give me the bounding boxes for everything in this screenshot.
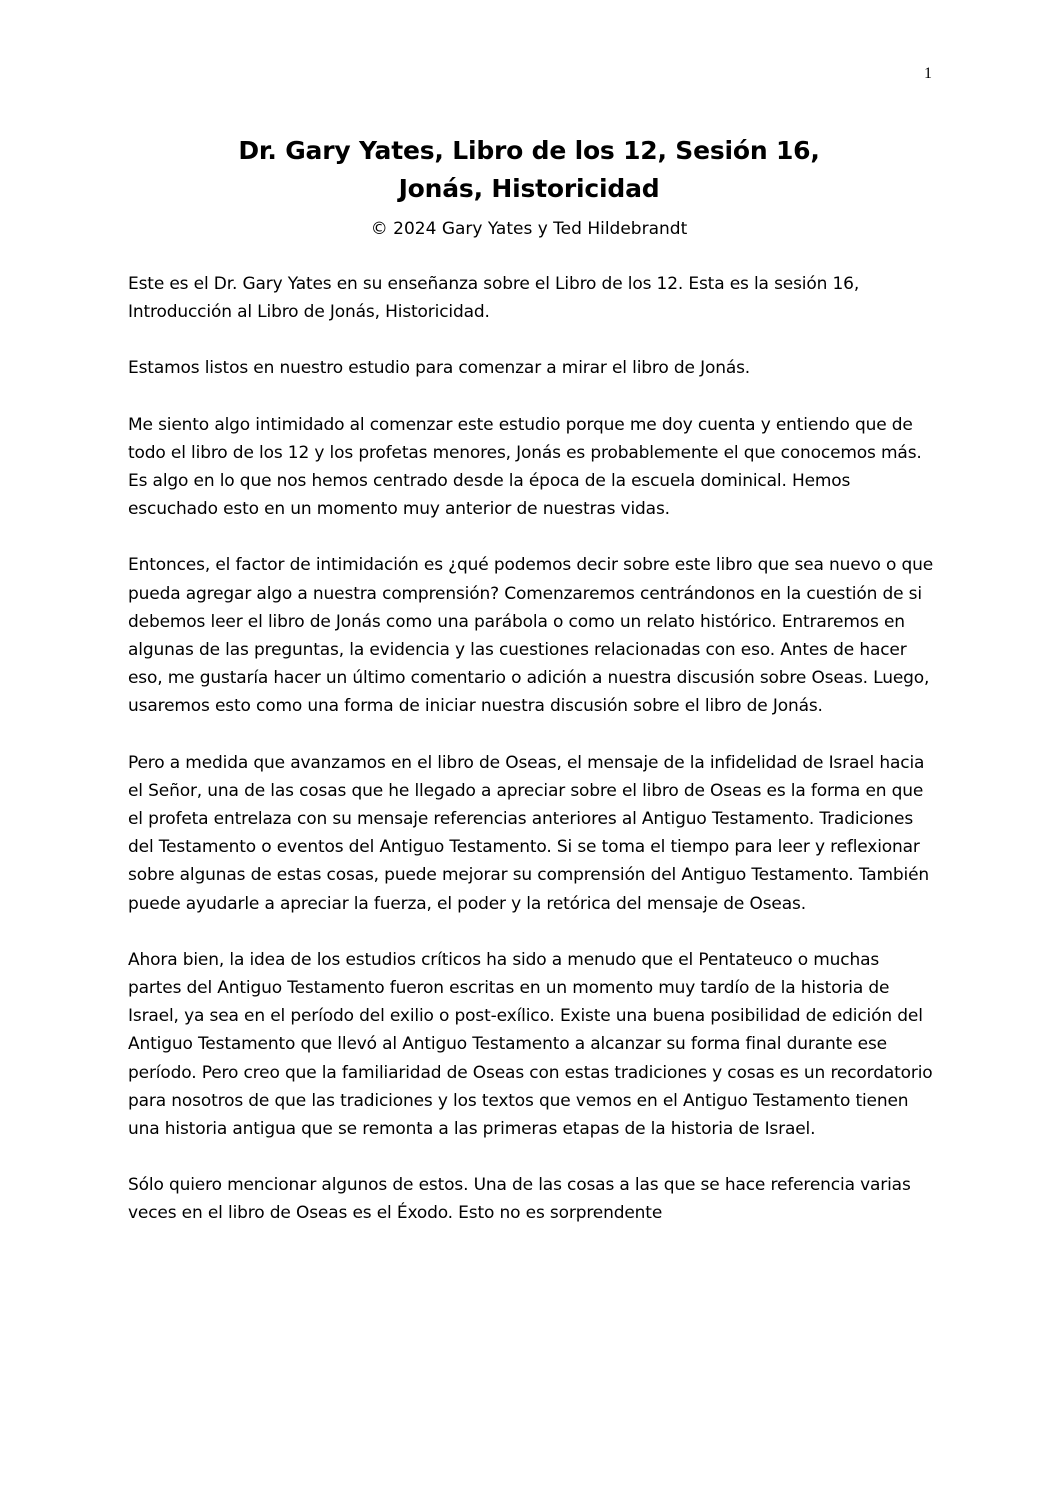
title-line-1: Dr. Gary Yates, Libro de los 12, Sesión 16, [238,136,820,165]
paragraph: Ahora bien, la idea de los estudios críticos ha sido a menudo que el Pentateuco o muchas partes del Antiguo Testamento fueron escritas en un momento muy tardío de la historia de Israel, ya sea en el período del exilio o post-exílico. Existe una buena posibilidad de edición del Antiguo Testamento que llevó al Antiguo Testamento a alcanzar su forma final durante ese período. Pero creo que la familiaridad de Oseas con estas tradiciones y cosas es un recordatorio para nosotros de que las tradiciones y los textos que vemos en el Antiguo Testamento tienen una historia antigua que se remonta a las primeras etapas de la historia de Israel. [128,949,933,1140]
paragraph: Me siento algo intimidado al comenzar este estudio porque me doy cuenta y entiendo que de todo el libro de los 12 y los profetas menores, Jonás es probablemente el que conocemos más. Es algo en lo que nos hemos centrado desde la época de la escuela dominical. Hemos escuchado esto en un momento muy anterior de nuestras vidas. [128,414,922,520]
document-title [0,132,1058,208]
copyright-line: © 2024 Gary Yates y Ted Hildebrandt [370,219,688,239]
title-line-2: Jonás, Historicidad [398,174,660,203]
paragraph: Entonces, el factor de intimidación es ¿qué podemos decir sobre este libro que sea nuevo o que pueda agregar algo a nuestra comprensión? Comenzaremos centrándonos en la cuestión de si debemos leer el libro de Jonás como una parábola o como un relato histórico. Entraremos en algunas de las preguntas, la evidencia y las cuestiones relacionadas con eso. Antes de hacer eso, me gustaría hacer un último comentario o adición a nuestra discusión sobre Oseas. Luego, usaremos esto como una forma de iniciar nuestra discusión sobre el libro de Jonás. [128,555,934,717]
document-body [128,270,934,1256]
paragraph: Sólo quiero mencionar algunos de estos. Una de las cosas a las que se hace referencia varias veces en el libro de Oseas es el Éxodo. Esto no es sorprendente [128,1175,911,1224]
paragraph: Pero a medida que avanzamos en el libro de Oseas, el mensaje de la infidelidad de Israel hacia el Señor, una de las cosas que he llegado a apreciar sobre el libro de Oseas es la forma en que el profeta entrelaza con su mensaje referencias anteriores al Antiguo Testamento. Tradiciones del Testamento o eventos del Antiguo Testamento. Si se toma el tiempo para leer y reflexionar sobre algunas de estas cosas, puede mejorar su comprensión del Antiguo Testamento. También puede ayudarle a apreciar la fuerza, el poder y la retórica del mensaje de Oseas. [128,752,930,914]
paragraph: Este es el Dr. Gary Yates en su enseñanza sobre el Libro de los 12. Esta es la sesión 16, Introducción al Libro de Jonás, Historicidad. [128,274,860,323]
paragraph: Estamos listos en nuestro estudio para comenzar a mirar el libro de Jonás. [128,358,751,379]
page-number: 1 [924,65,932,82]
